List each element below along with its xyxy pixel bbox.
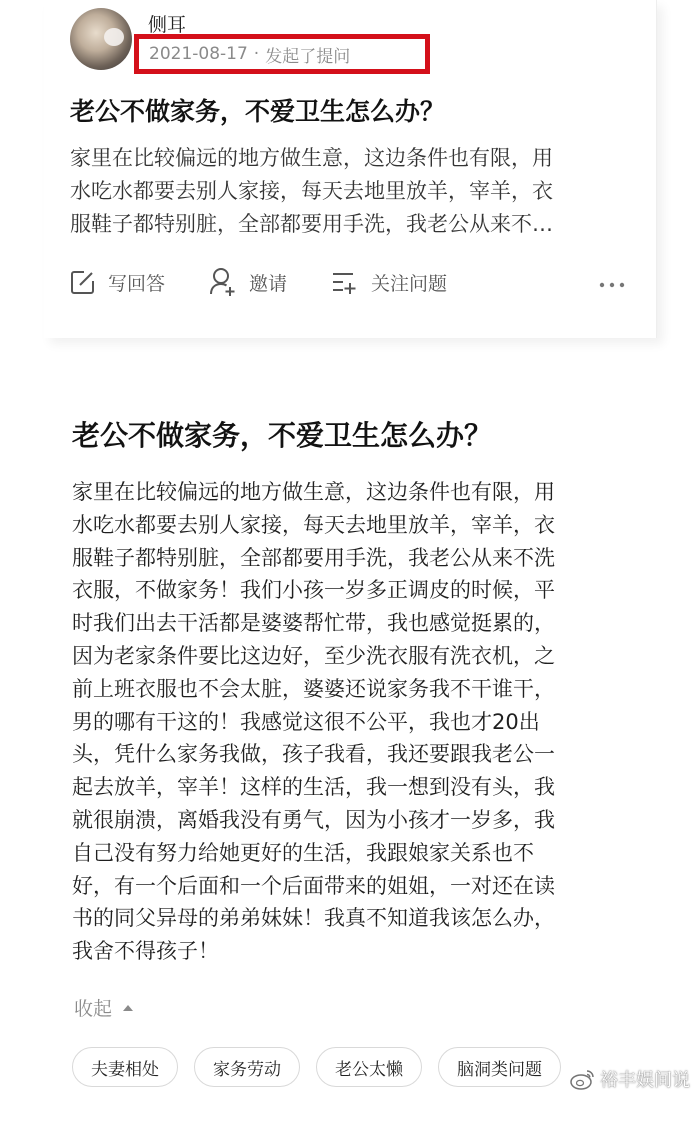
- question-title[interactable]: 老公不做家务，不爱卫生怎么办？: [70, 97, 446, 126]
- body-line: 衣服，不做家务！我们小孩一岁多正调皮的时候，平: [72, 578, 555, 603]
- weibo-logo-icon: [570, 1068, 596, 1090]
- body-line: 男的哪有干这的！我感觉这很不公平，我也才20出: [72, 709, 540, 734]
- follow-list-icon: [331, 269, 359, 295]
- question-excerpt[interactable]: [70, 142, 622, 241]
- topic-tag[interactable]: 家务劳动: [194, 1047, 300, 1087]
- body-line: 我舍不得孩子！: [72, 939, 219, 964]
- follow-question-button[interactable]: [331, 269, 447, 296]
- action-bar: [70, 262, 630, 302]
- follow-question-label: 关注问题: [371, 272, 448, 295]
- topic-tag[interactable]: 脑洞类问题: [438, 1047, 561, 1087]
- question-feed-card[interactable]: [44, 0, 657, 338]
- more-dots-icon: [598, 281, 626, 289]
- body-line: 书的同父异母的弟弟妹妹！我真不知道我该怎么办，: [72, 906, 555, 931]
- post-meta-highlight: [134, 34, 430, 74]
- meta-separator: ·: [253, 44, 260, 64]
- write-answer-button[interactable]: [70, 269, 165, 296]
- body-line: 水吃水都要去别人家接，每天去地里放羊，宰羊，衣: [72, 512, 555, 537]
- write-answer-label: 写回答: [108, 272, 166, 295]
- post-date: 2021-08-17: [149, 44, 248, 64]
- collapse-label: 收起: [74, 998, 113, 1020]
- collapse-button[interactable]: [74, 994, 134, 1021]
- post-action-text: 发起了提问: [265, 46, 351, 67]
- excerpt-line: 服鞋子都特别脏，全部都要用手洗，我老公从来不…: [70, 212, 553, 236]
- topic-tag[interactable]: 夫妻相处: [72, 1047, 178, 1087]
- author-name[interactable]: 侧耳: [148, 14, 187, 36]
- watermark: [570, 1066, 690, 1092]
- body-line: 服鞋子都特别脏，全部都要用手洗，我老公从来不洗: [72, 545, 555, 570]
- detail-question-title: 老公不做家务，不爱卫生怎么办？: [72, 419, 493, 452]
- body-line: 好，有一个后面和一个后面带来的姐姐，一对还在读: [72, 873, 555, 898]
- excerpt-line: 家里在比较偏远的地方做生意，这边条件也有限，用: [70, 146, 553, 170]
- invite-label: 邀请: [249, 272, 288, 295]
- question-body: [72, 476, 632, 968]
- topic-tag[interactable]: 老公太懒: [316, 1047, 422, 1087]
- more-options-button[interactable]: [598, 272, 626, 294]
- add-user-icon: [209, 267, 237, 297]
- excerpt-line: 水吃水都要去别人家接，每天去地里放羊，宰羊，衣: [70, 179, 553, 203]
- body-line: 家里在比较偏远的地方做生意，这边条件也有限，用: [72, 480, 555, 504]
- edit-icon: [70, 269, 96, 295]
- body-line: 时我们出去干活都是婆婆帮忙带，我也感觉挺累的，: [72, 611, 555, 636]
- body-line: 起去放羊，宰羊！这样的生活，我一想到没有头，我: [72, 775, 555, 800]
- body-line: 因为老家条件要比这边好，至少洗衣服有洗衣机，之: [72, 643, 555, 668]
- invite-button[interactable]: [209, 267, 287, 297]
- body-line: 头，凭什么家务我做，孩子我看，我还要跟我老公一: [72, 742, 555, 767]
- body-line: 就很崩溃，离婚我没有勇气，因为小孩才一岁多，我: [72, 807, 555, 832]
- body-line: 自己没有努力给她更好的生活，我跟娘家关系也不: [72, 840, 534, 865]
- avatar[interactable]: [70, 8, 132, 70]
- watermark-text: 裕丰娱间说: [600, 1070, 690, 1091]
- topic-tags: [72, 1047, 577, 1087]
- body-line: 前上班衣服也不会太脏，婆婆还说家务我不干谁干，: [72, 676, 555, 701]
- caret-up-icon: [122, 1004, 134, 1012]
